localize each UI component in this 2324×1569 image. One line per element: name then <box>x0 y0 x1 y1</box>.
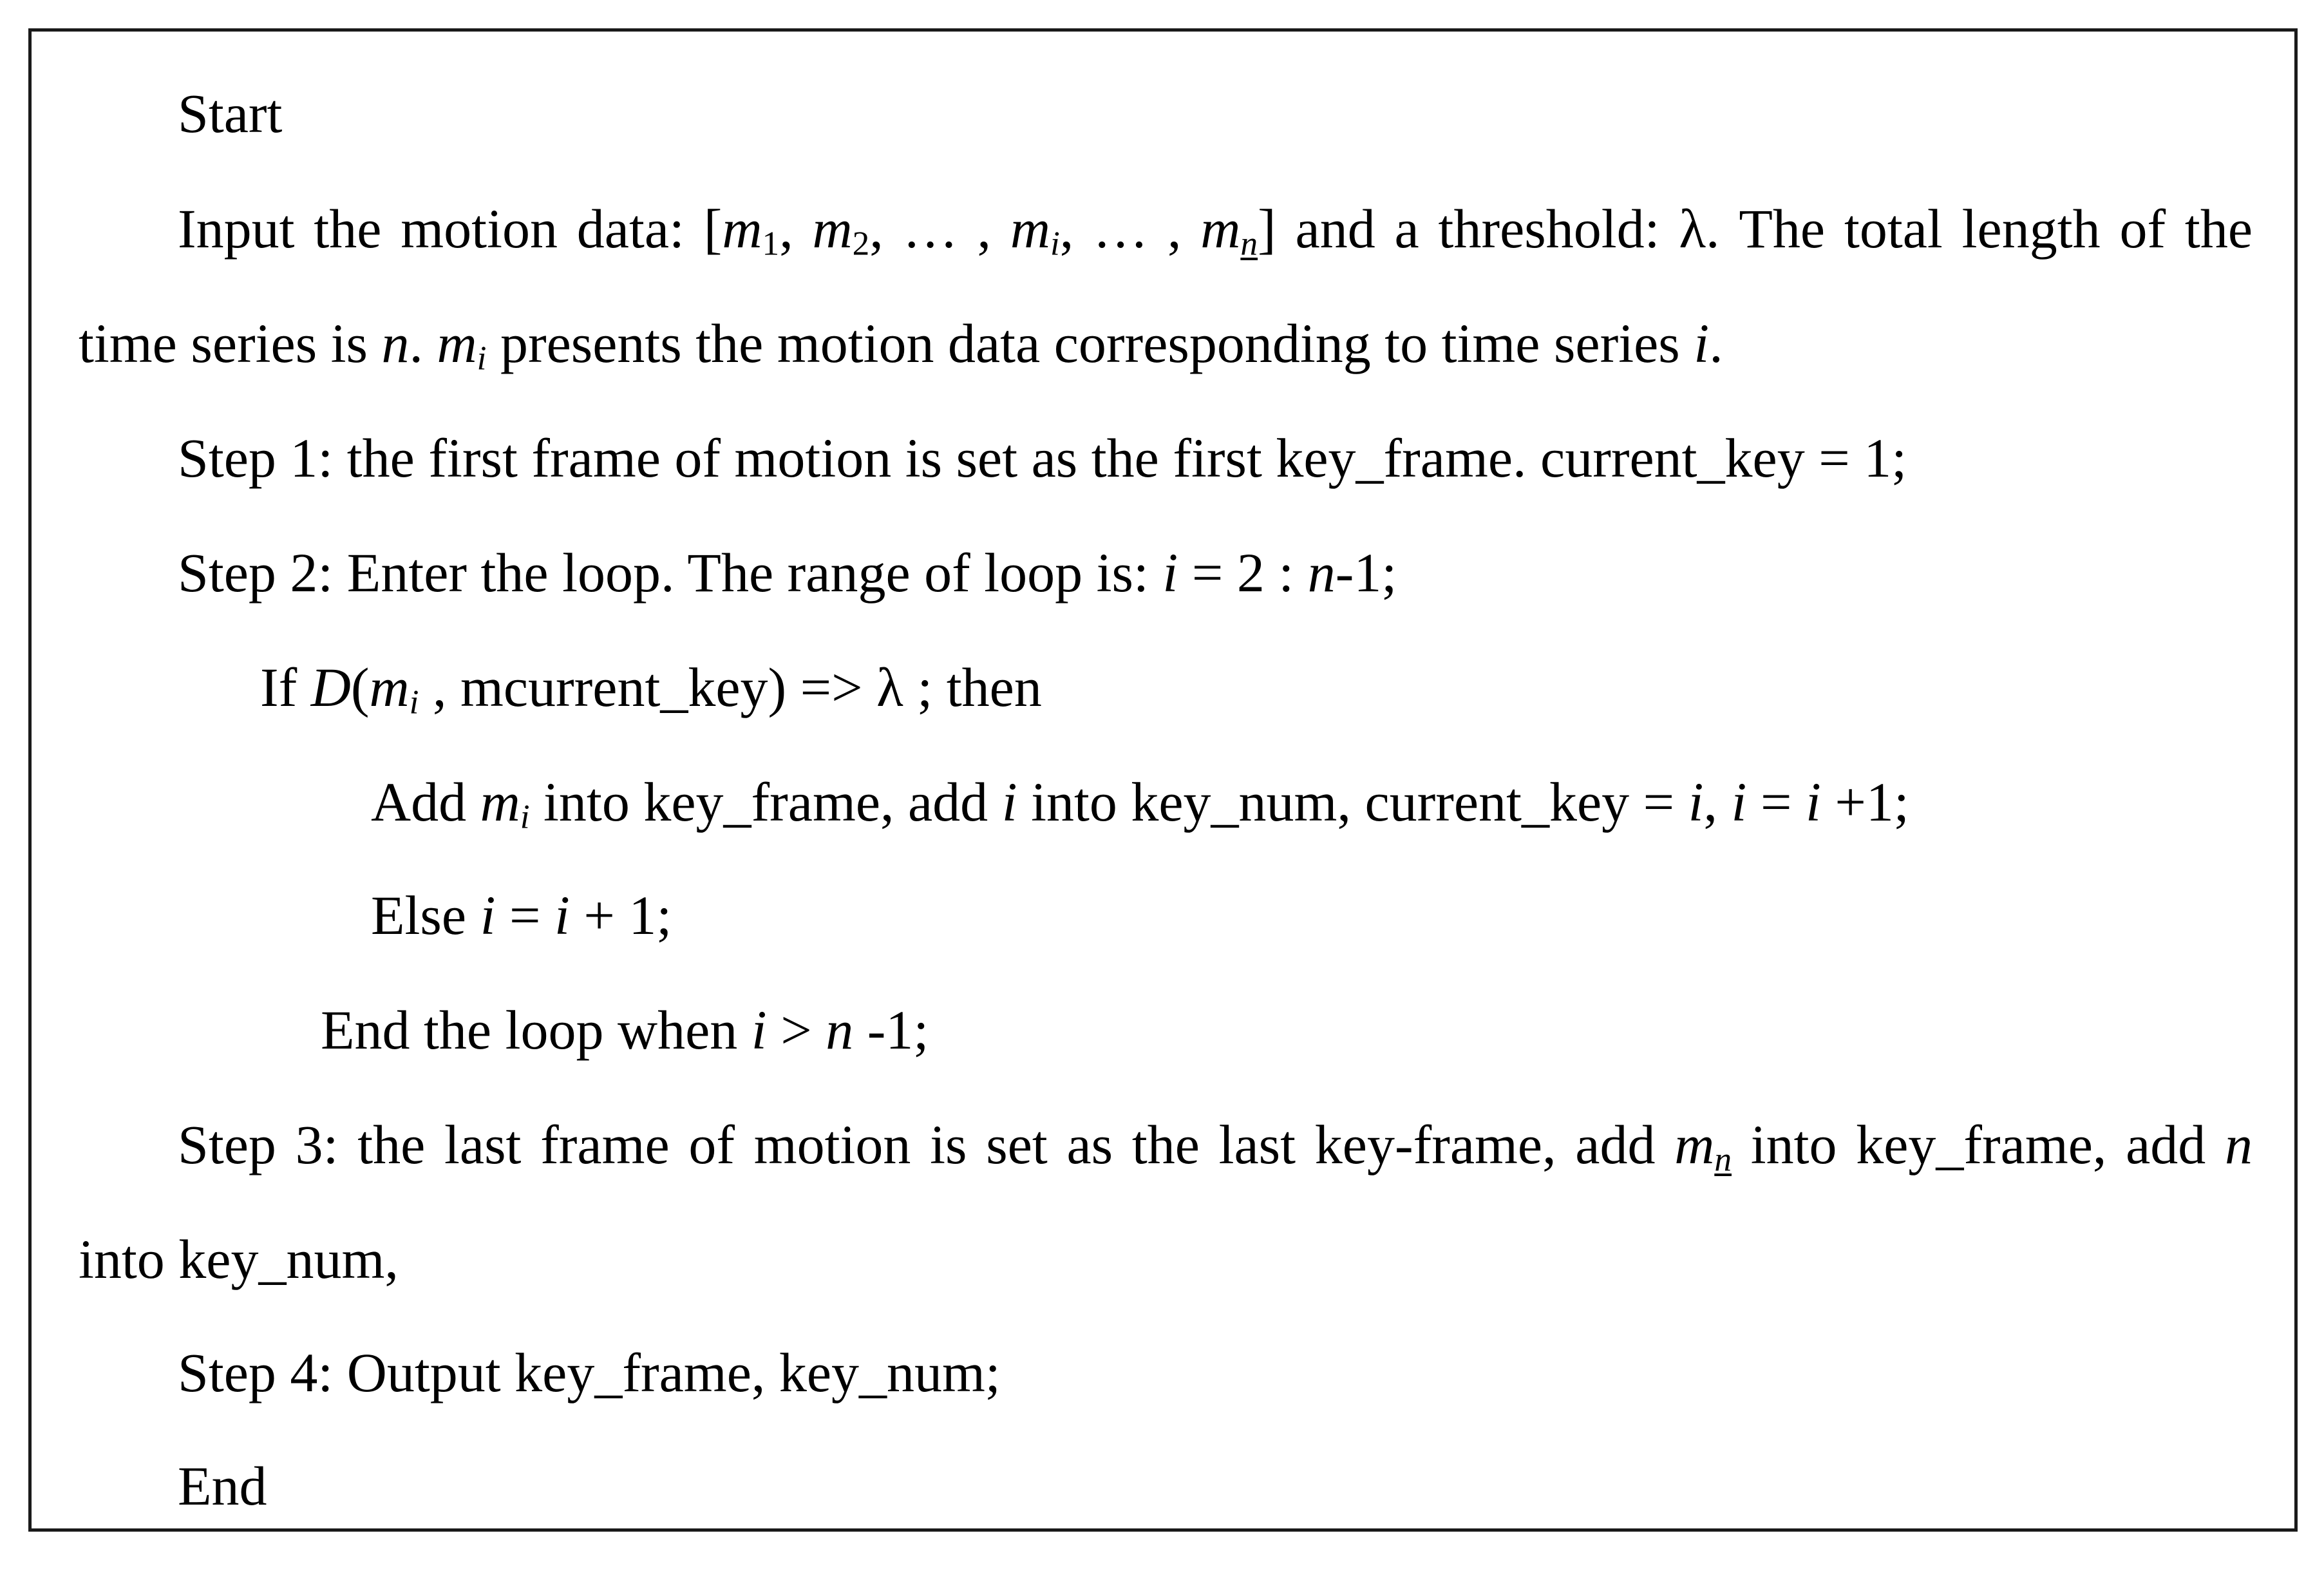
step-3-line-2: into key_num, <box>79 1228 399 1290</box>
start-text: Start <box>178 82 283 144</box>
step-3-line-1: Step 3: the last frame of motion is set as the last key-frame, add $m_n$ into key_frame, add n <box>178 1114 2253 1179</box>
input-line-1: Input the motion data: [$m_1$, $m_2$, … , $m_i$, … , $m_n$] and a threshold: λ. The total length of the <box>178 198 2253 263</box>
start-line <box>178 82 283 144</box>
step-4-line: Step 4: Output key_frame, key_num; <box>178 1342 1001 1403</box>
if-line: If $D(m_i$ , mcurrent_key) => λ ; then <box>260 656 1042 721</box>
input-line-2: time series is n. $m_i$ presents the motion data corresponding to time series i. <box>79 312 1723 377</box>
end-line <box>178 1455 267 1517</box>
step-1-line: Step 1: the first frame of motion is set as the first key_frame. current_key = 1; <box>178 427 1907 489</box>
else-line: Else i = i + 1; <box>371 884 672 946</box>
add-line: Add $m_i$ into key_frame, add i into key_num, current_key = i, i = i +1; <box>371 771 1909 836</box>
end-loop-line: End the loop when i > n -1; <box>321 999 929 1061</box>
end-text: End <box>178 1455 267 1517</box>
step-2-line: Step 2: Enter the loop. The range of loop is: i = 2 : n-1; <box>178 542 1397 604</box>
